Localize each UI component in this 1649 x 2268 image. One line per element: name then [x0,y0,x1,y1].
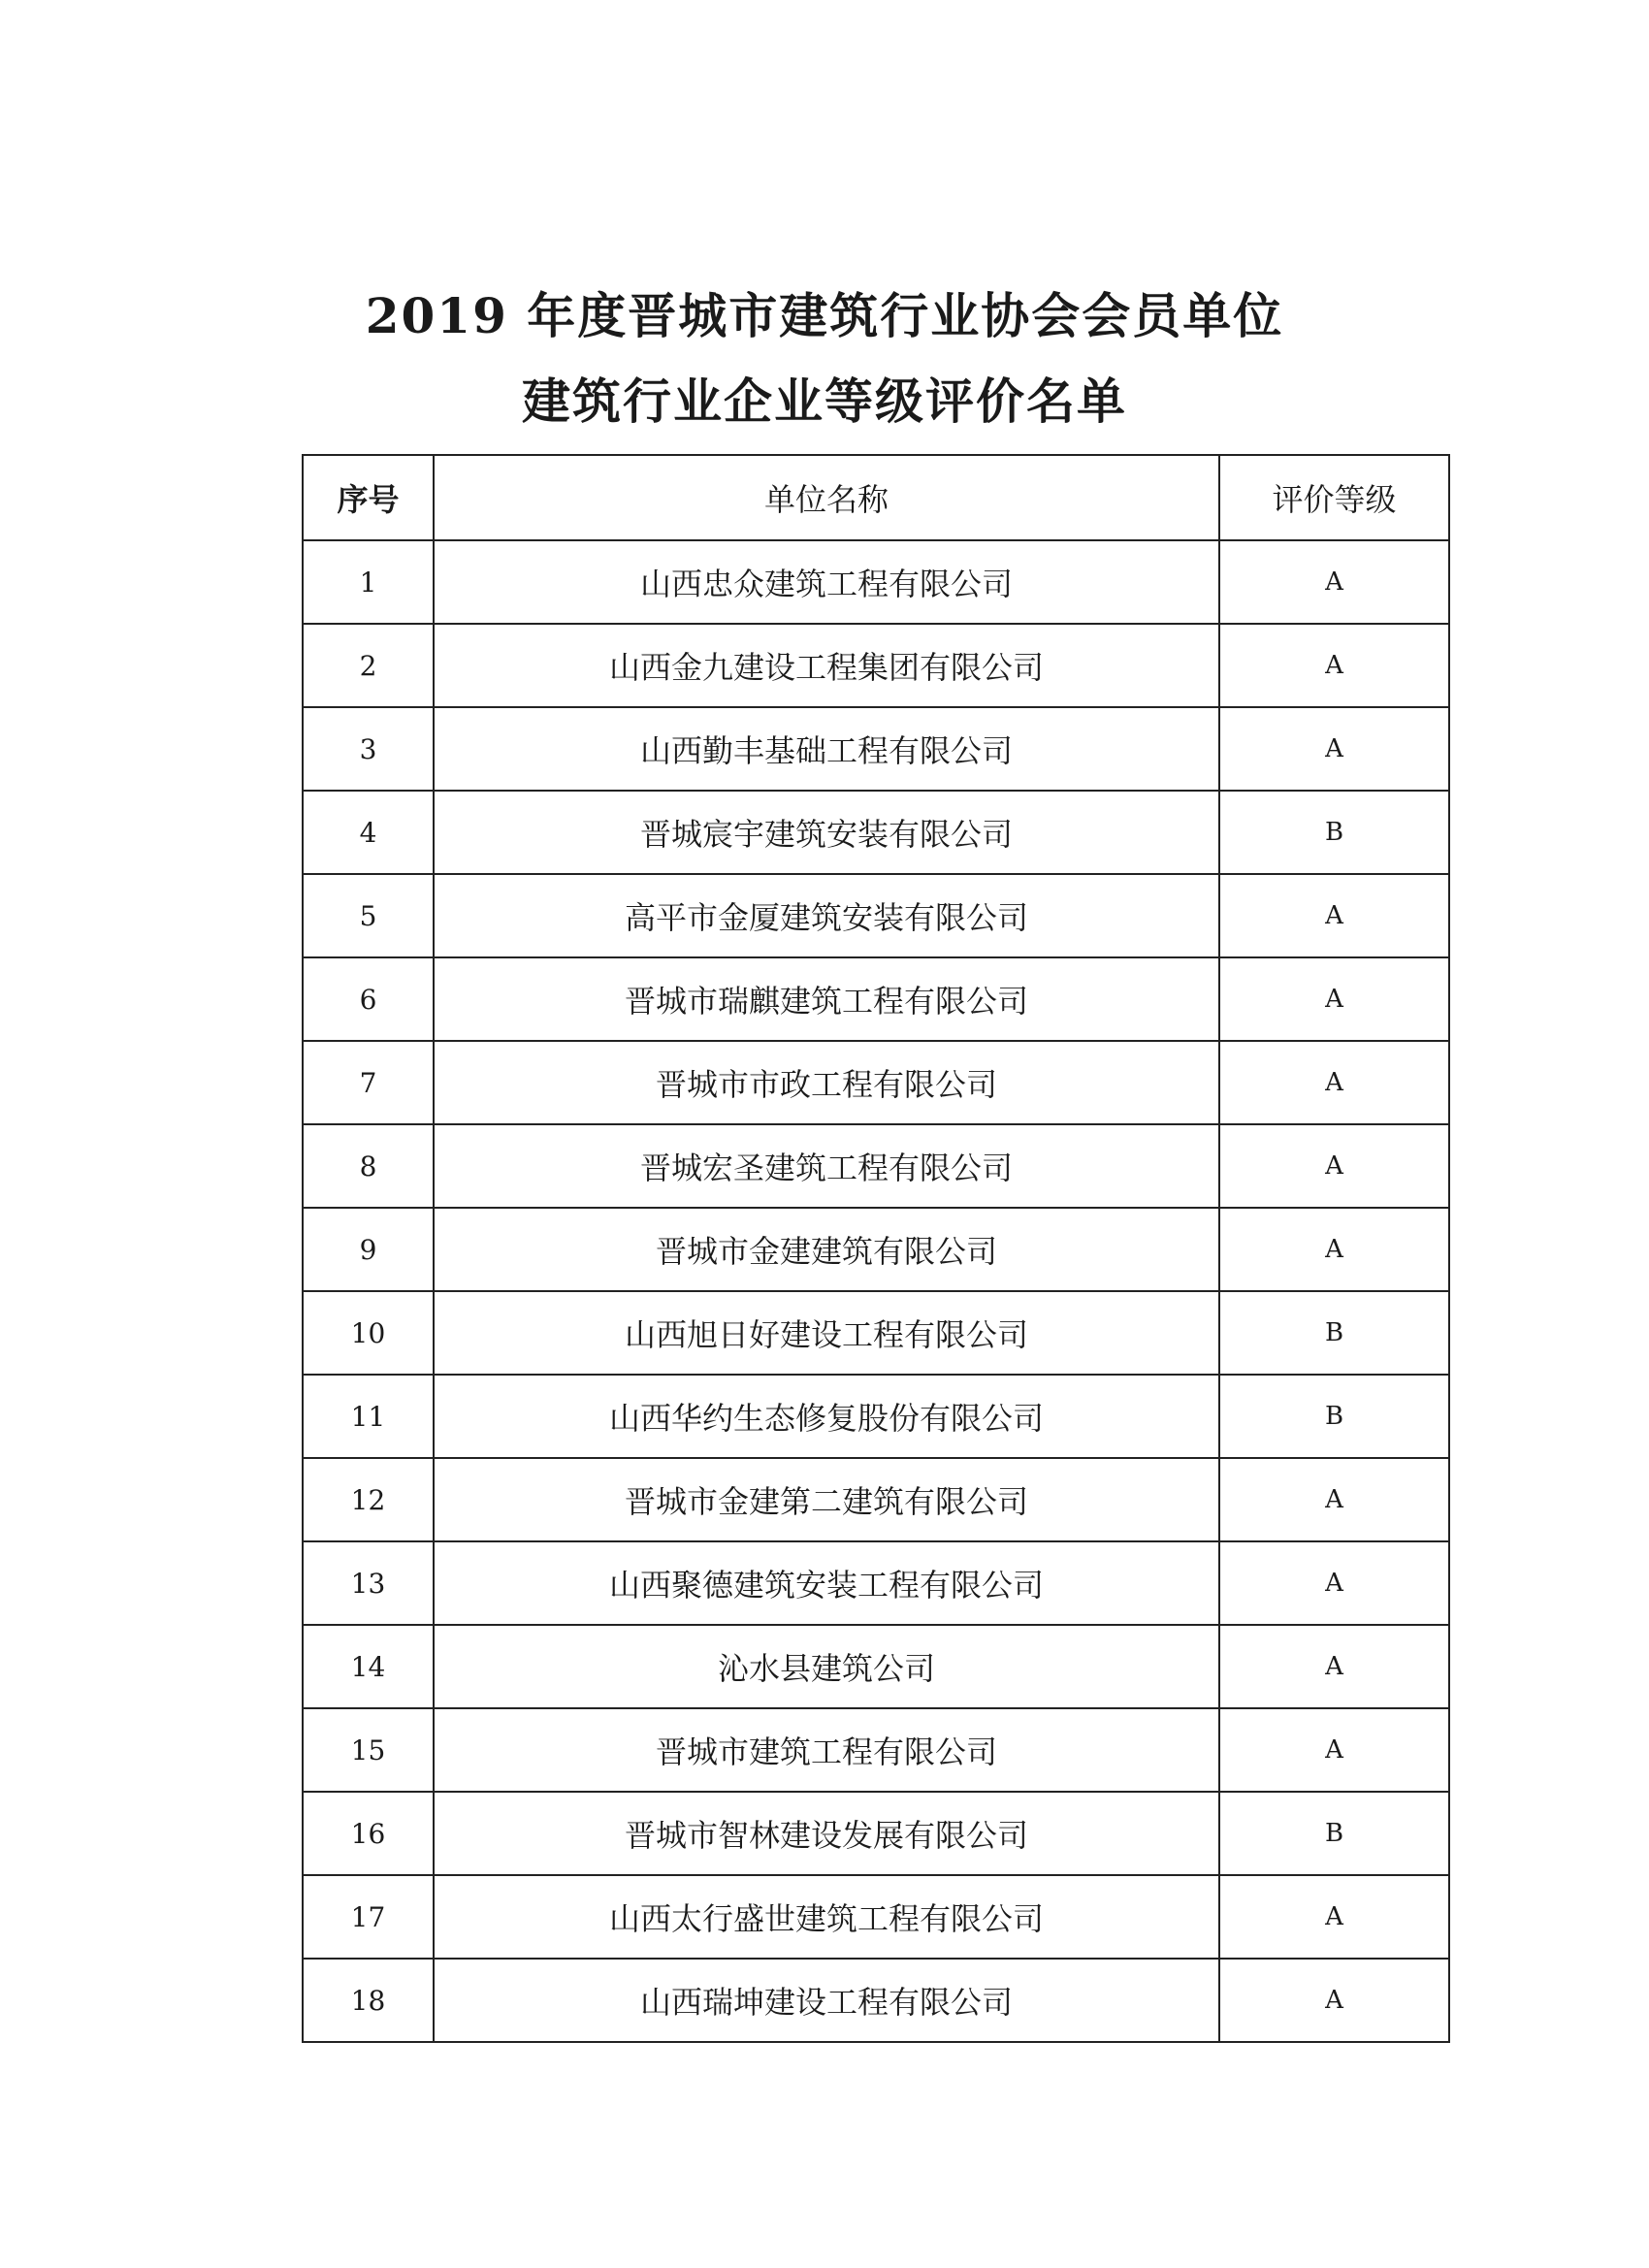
row-index: 8 [303,1124,434,1208]
row-grade: A [1219,1708,1449,1792]
row-grade: A [1219,1041,1449,1124]
row-grade: A [1219,957,1449,1041]
row-index: 2 [303,624,434,707]
table-header-row [303,455,1449,540]
row-unit-name: 晋城市金建建筑有限公司 [434,1208,1219,1291]
table-row [303,707,1449,791]
row-grade: B [1219,791,1449,874]
table-row [303,1875,1449,1959]
row-unit-name: 晋城市瑞麒建筑工程有限公司 [434,957,1219,1041]
table-row [303,1291,1449,1375]
row-unit-name: 晋城市金建第二建筑有限公司 [434,1458,1219,1541]
row-index: 16 [303,1792,434,1875]
table-row [303,1792,1449,1875]
table-row [303,1458,1449,1541]
row-grade: A [1219,1458,1449,1541]
table-row [303,1625,1449,1708]
row-grade: A [1219,1208,1449,1291]
table-row [303,1708,1449,1792]
row-grade: A [1219,1124,1449,1208]
table-row [303,1041,1449,1124]
row-index: 17 [303,1875,434,1959]
table-row [303,1959,1449,2042]
table-row [303,624,1449,707]
header-unit-name: 单位名称 [434,455,1219,540]
row-unit-name: 晋城市建筑工程有限公司 [434,1708,1219,1792]
row-index: 13 [303,1541,434,1625]
header-grade: 评价等级 [1219,455,1449,540]
row-unit-name: 山西勤丰基础工程有限公司 [434,707,1219,791]
row-grade: A [1219,874,1449,957]
table-row [303,1124,1449,1208]
row-unit-name: 晋城市智林建设发展有限公司 [434,1792,1219,1875]
row-grade: B [1219,1375,1449,1458]
table-row [303,1208,1449,1291]
table-body [303,540,1449,2042]
table-row [303,540,1449,624]
row-unit-name: 山西旭日好建设工程有限公司 [434,1291,1219,1375]
row-grade: A [1219,624,1449,707]
row-index: 9 [303,1208,434,1291]
row-index: 6 [303,957,434,1041]
row-grade: A [1219,1875,1449,1959]
row-unit-name: 山西聚德建筑安装工程有限公司 [434,1541,1219,1625]
row-unit-name: 山西瑞坤建设工程有限公司 [434,1959,1219,2042]
row-index: 4 [303,791,434,874]
row-unit-name: 晋城宏圣建筑工程有限公司 [434,1124,1219,1208]
document-title-line1: 2019 年度晋城市建筑行业协会会员单位 [365,287,1284,344]
row-index: 12 [303,1458,434,1541]
row-grade: A [1219,1959,1449,2042]
row-grade: A [1219,1541,1449,1625]
row-index: 10 [303,1291,434,1375]
row-unit-name: 晋城宸宇建筑安装有限公司 [434,791,1219,874]
row-index: 18 [303,1959,434,2042]
row-index: 5 [303,874,434,957]
row-unit-name: 山西华约生态修复股份有限公司 [434,1375,1219,1458]
row-index: 11 [303,1375,434,1458]
row-grade: A [1219,1625,1449,1708]
row-unit-name: 山西忠众建筑工程有限公司 [434,540,1219,624]
row-unit-name: 山西太行盛世建筑工程有限公司 [434,1875,1219,1959]
table-row [303,791,1449,874]
row-unit-name: 高平市金厦建筑安装有限公司 [434,874,1219,957]
row-unit-name: 晋城市市政工程有限公司 [434,1041,1219,1124]
table-row [303,1375,1449,1458]
row-grade: B [1219,1291,1449,1375]
row-index: 1 [303,540,434,624]
row-index: 3 [303,707,434,791]
table-row [303,874,1449,957]
table-row [303,1541,1449,1625]
header-index: 序号 [303,455,434,540]
row-index: 7 [303,1041,434,1124]
row-index: 15 [303,1708,434,1792]
row-grade: B [1219,1792,1449,1875]
row-unit-name: 山西金九建设工程集团有限公司 [434,624,1219,707]
row-index: 14 [303,1625,434,1708]
document-title-line2: 建筑行业企业等级评价名单 [522,373,1127,430]
row-grade: A [1219,707,1449,791]
row-grade: A [1219,540,1449,624]
row-unit-name: 沁水县建筑公司 [434,1625,1219,1708]
table-row [303,957,1449,1041]
rating-table [302,454,1450,2043]
